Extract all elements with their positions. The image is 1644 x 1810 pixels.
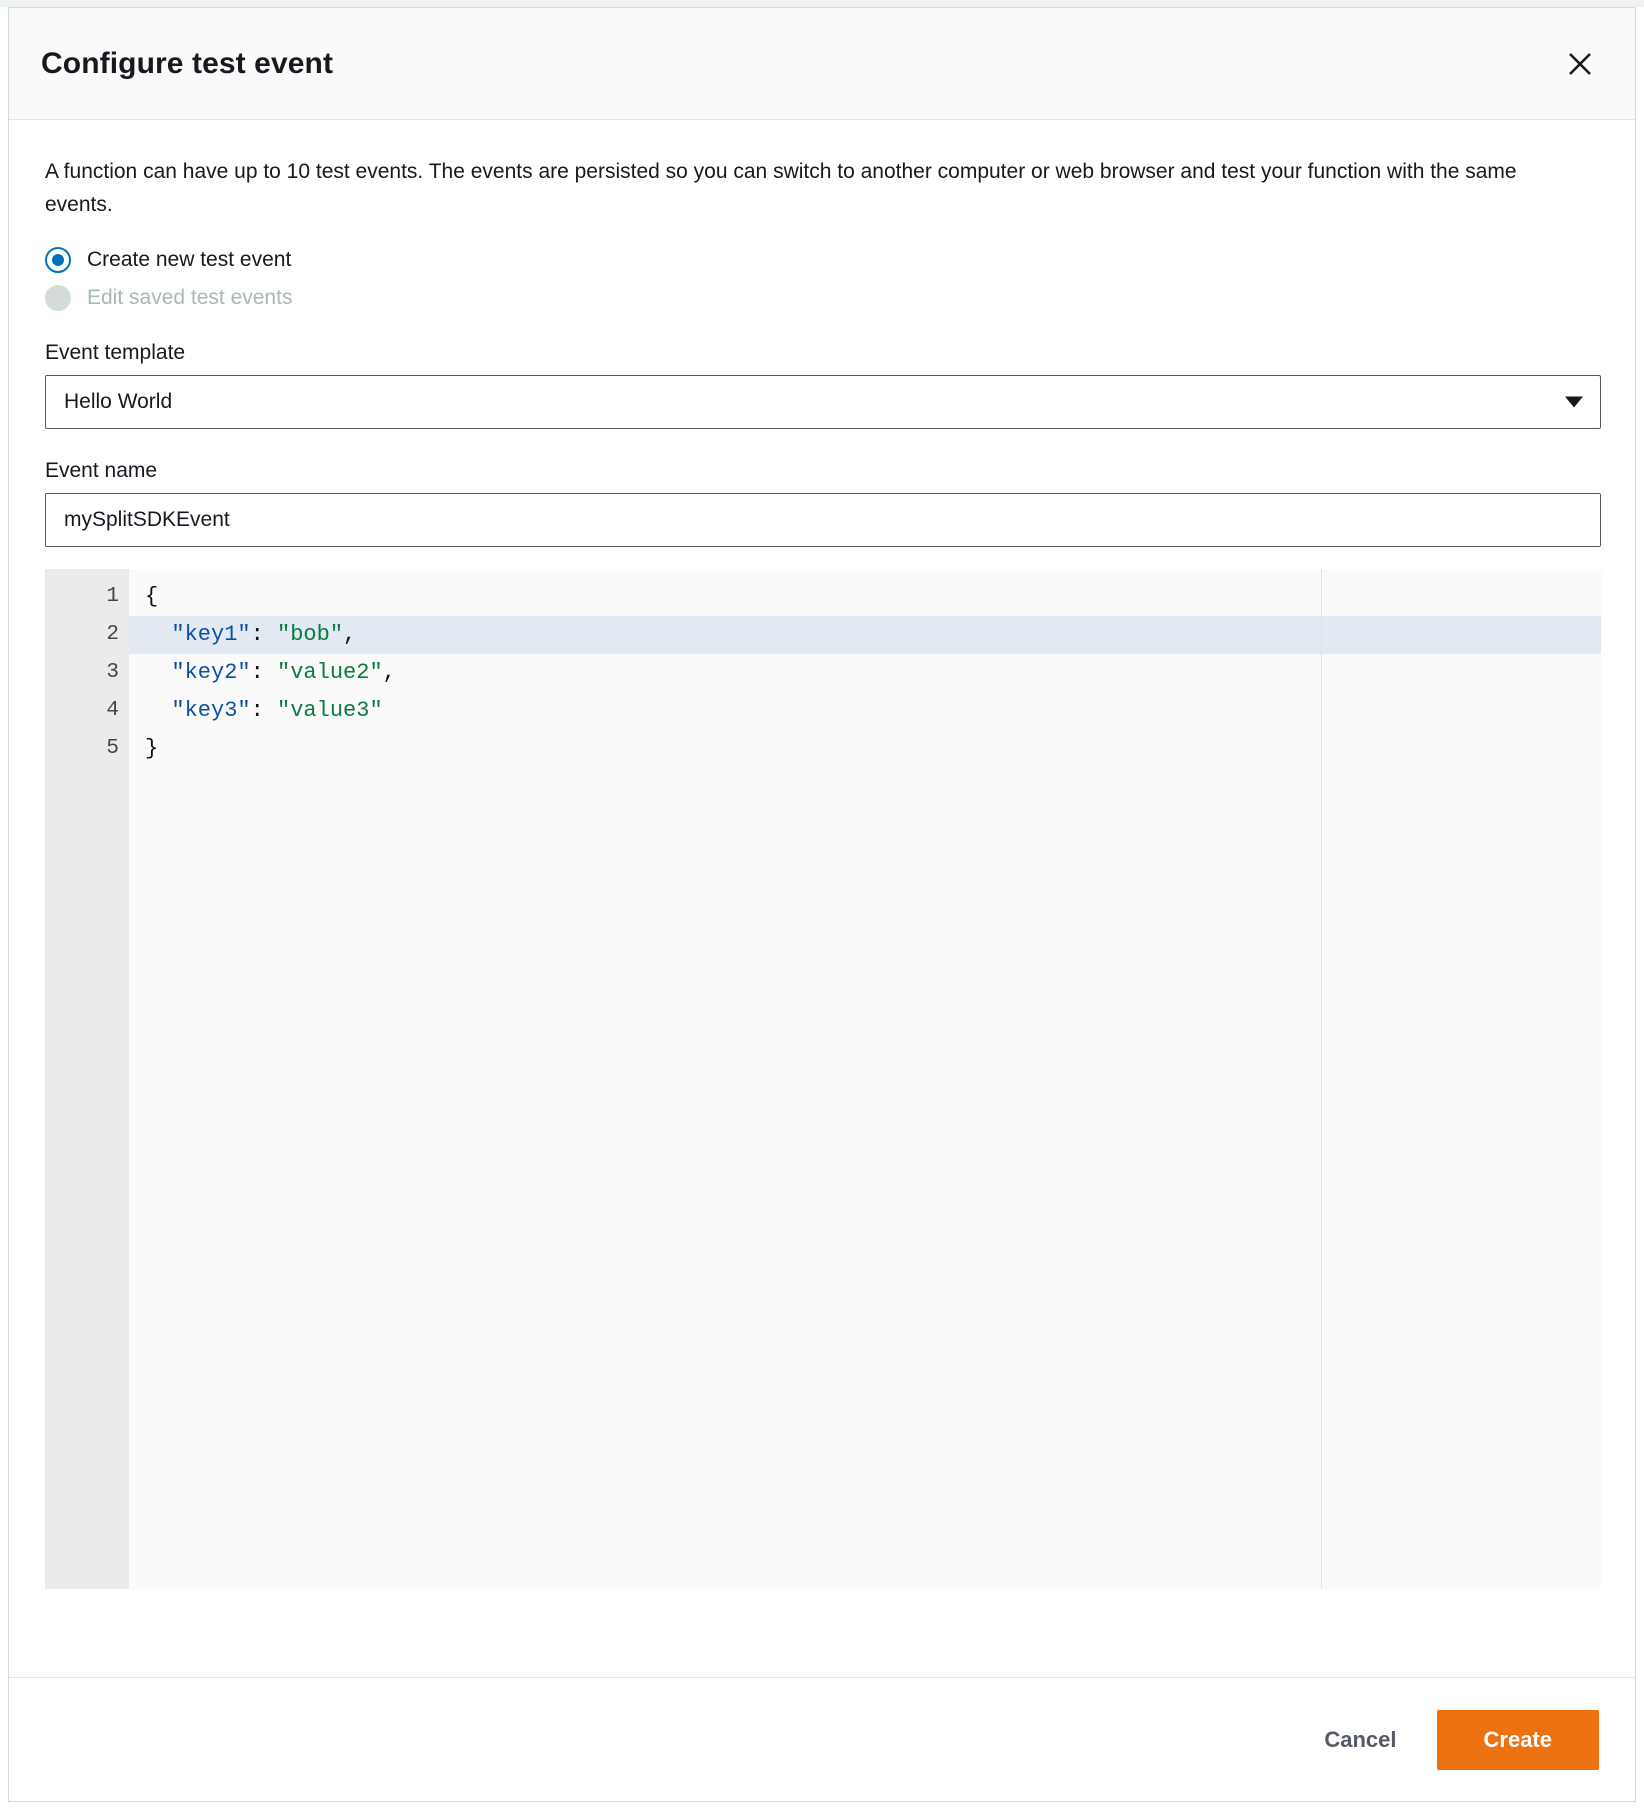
gutter-line: 4: [106, 699, 119, 723]
page-background-strip: [0, 0, 1644, 7]
radio-create-new-test-event[interactable]: [45, 247, 1599, 273]
page-title: Configure test event: [41, 46, 334, 80]
event-json-editor[interactable]: [45, 569, 1601, 1589]
code-line: "key3": "value3": [145, 698, 383, 724]
gutter-line: 5: [106, 737, 119, 761]
gutter-line: 2: [106, 623, 119, 647]
radio-edit-saved-test-events-label: Edit saved test events: [87, 286, 293, 310]
event-template-label: Event template: [45, 341, 186, 365]
editor-gutter: [45, 569, 129, 1589]
gutter-line: 1: [106, 585, 119, 609]
dialog-description: A function can have up to 10 test events. The events are persisted so you can switch to another computer or web browser and test your function with the same events.: [45, 160, 1517, 216]
cancel-button[interactable]: Cancel: [1308, 1715, 1412, 1765]
code-line-active: "key1": "bob",: [129, 616, 1601, 654]
code-line: "key2": "value2",: [145, 660, 396, 686]
radio-create-new-test-event-label: Create new test event: [87, 248, 292, 272]
dialog-body: [9, 120, 1635, 1677]
code-line: {: [145, 584, 159, 610]
event-name-label: Event name: [45, 459, 158, 483]
dialog-footer: [9, 1677, 1635, 1801]
radio-unselected-icon: [45, 285, 71, 311]
configure-test-event-dialog: [8, 7, 1636, 1802]
radio-selected-icon: [45, 247, 71, 273]
editor-print-margin: [1321, 569, 1322, 1589]
radio-edit-saved-test-events[interactable]: [45, 285, 1599, 311]
event-name-input[interactable]: [45, 493, 1601, 547]
event-template-select[interactable]: Hello World: [45, 375, 1601, 429]
close-icon[interactable]: [1557, 41, 1603, 87]
dialog-header: [9, 8, 1635, 120]
code-line: }: [145, 736, 159, 762]
create-button[interactable]: Create: [1437, 1710, 1599, 1770]
editor-code-area[interactable]: [129, 569, 1601, 1589]
event-template-select-wrapper: [45, 375, 1601, 429]
gutter-line: 3: [106, 661, 119, 685]
